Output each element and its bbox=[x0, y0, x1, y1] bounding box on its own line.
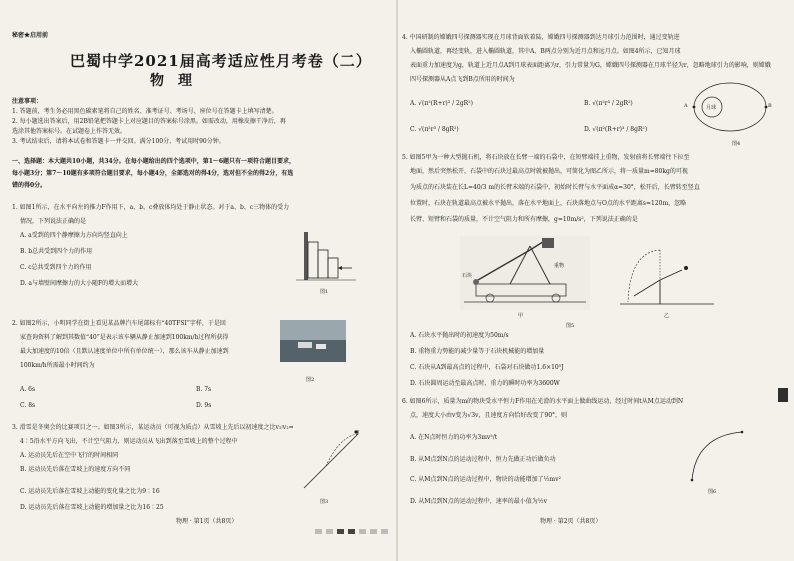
q2-stem-1: 2. 如图2所示，小明同学在街上看见某品牌汽车尾部标有“40TFSI”字样，于是回 bbox=[12, 320, 226, 327]
q2-stem-2: 家查询资料了解到其数值“40”是表示该车辆从静止加速到100km/h过程所获得 bbox=[20, 334, 229, 341]
q2-option-a: A. 6s bbox=[20, 386, 36, 393]
q5-stem-1: 5. 如图5甲为一种大型抛石机，将石块放在长臂一端的石袋中，在短臂端挂上重物，发射前将长臂端往下拉至 bbox=[402, 154, 690, 161]
page-mark bbox=[359, 529, 366, 534]
figure-5-stone-label: 石块 bbox=[462, 273, 473, 279]
footer-right: 物理 · 第2页（共8页） bbox=[540, 518, 602, 525]
q5-stem-2: 地面，然后突然松开，石袋中的石块过最高点时就被抛出，可简化为图乙所示，将一质量m=80kg的可视 bbox=[410, 168, 688, 175]
right-page bbox=[398, 0, 786, 561]
page-mark bbox=[337, 529, 344, 534]
q6-option-b: B. 从M点到N点的运动过程中，恒力先做正功后做负功 bbox=[410, 456, 556, 463]
q3-option-a: A. 运动员先后在空中飞行的时间相同 bbox=[20, 452, 119, 459]
section1-line3: 错的得0分。 bbox=[12, 182, 47, 189]
q2-option-b: B. 7s bbox=[196, 386, 212, 393]
figure-4-point-b: B bbox=[768, 103, 772, 109]
q5-option-a: A. 石块水平抛出时的初速度为50m/s bbox=[410, 332, 509, 339]
q6-option-d: D. 从M点到N点的运动过程中，速率的最小值为½v bbox=[410, 498, 548, 505]
q2-option-d: D. 9s bbox=[196, 402, 212, 409]
figure-5-jia-drawing bbox=[460, 236, 590, 310]
q6-stem-2: 点，速度大小由v变为√3v，且速度方向恰好改变了90°，则 bbox=[410, 412, 568, 419]
side-tab-marker bbox=[778, 388, 788, 402]
figure-4-caption: 图4 bbox=[732, 141, 741, 147]
figure-4-point-a: A bbox=[684, 103, 688, 109]
q6-option-a: A. 在N点时恒力的功率为3mv²/t bbox=[410, 434, 498, 441]
section1-line2: 每小题3分；第7～10题有多项符合题目要求，每小题4分，全部选对的得4分，选对但不全的得2分，有选 bbox=[12, 170, 294, 177]
q2-stem-4: 100km/h所需最小时间约为 bbox=[20, 362, 95, 369]
figure-2-caption: 图2 bbox=[306, 377, 315, 383]
q4-stem-4: 四号探测器从A点飞到B点所用的时间为 bbox=[410, 76, 515, 83]
q5-stem-5: 长臂、短臂和石袋的质量，不计空气阻力和所有摩擦，g=10m/s²，下列说法正确的是 bbox=[410, 216, 638, 223]
figure-5-yi-label: 乙 bbox=[664, 313, 670, 319]
q2-option-c: C. 8s bbox=[20, 402, 36, 409]
footer-left: 物理 · 第1页（共8页） bbox=[176, 518, 238, 525]
q4-option-c: C. √(π²r³ / 8gR²) bbox=[410, 126, 459, 133]
secret-label: 秘密★启用前 bbox=[12, 32, 49, 39]
q4-option-b: B. √(π²r³ / 2gR²) bbox=[584, 100, 633, 107]
figure-3-caption: 图3 bbox=[320, 499, 329, 505]
left-page bbox=[0, 0, 396, 561]
note-2b: 选涂其他答案标号。在试题卷上作答无效。 bbox=[12, 128, 127, 135]
q5-option-b: B. 重物重力势能的减少量等于石块机械能的增加量 bbox=[410, 348, 545, 355]
q1-option-c: C. c总共受到四个力的作用 bbox=[20, 264, 92, 271]
q4-option-a: A. √(π²(R+r)³ / 2gR²) bbox=[410, 100, 473, 107]
q4-stem-3: 表面重力加速度为g，轨道上近月点A到月球表面距离为r，引力常量为G，嫦娥四号探测器在月球半径为r，忽略地球引力的影响，则嫦娥 bbox=[410, 62, 771, 69]
q5-option-d: D. 石块圆周运动至最高点时，重力的瞬时功率为3600W bbox=[410, 380, 560, 387]
figure-5-caption: 图5 bbox=[566, 323, 575, 329]
figure-5-jia-label: 甲 bbox=[518, 313, 524, 319]
page-mark bbox=[348, 529, 355, 534]
q5-stem-3: 为质点的石块装在长L=40/3 m的长臂末端的石袋中，初始时长臂与水平面成α=30°，松开后，长臂转至竖直 bbox=[410, 184, 700, 191]
figure-4-moon-label: 月球 bbox=[706, 105, 717, 111]
page-mark bbox=[315, 529, 322, 534]
q2-stem-3: 最大加速度的10倍（且默认速度单位中所有单位统一），那么该车从静止加速到 bbox=[20, 348, 229, 355]
figure-4 bbox=[690, 80, 776, 136]
page-mark bbox=[381, 529, 388, 534]
note-2a: 2. 每小题选出答案后，用2B铅笔把答题卡上对应题目的答案标号涂黑。如需改动，用橡皮擦干净后，再 bbox=[12, 118, 286, 125]
figure-3 bbox=[300, 426, 360, 492]
q3-option-b: B. 运动员先后落在雪坡上的速度方向不同 bbox=[20, 466, 131, 473]
figure-5-yi-diagram bbox=[620, 240, 716, 308]
q1-stem-2: 情况，下列说法正确的是 bbox=[20, 218, 87, 225]
notes-heading: 注意事项： bbox=[12, 98, 43, 105]
q1-option-b: B. b总共受到四个力的作用 bbox=[20, 248, 93, 255]
q6-stem-1: 6. 如图6所示，质量为m的物块受水平恒力F作用在光滑的水平面上做曲线运动，经过时间t从M点运动到N bbox=[402, 398, 684, 405]
q4-stem-2: 入椭圆轨道，再经变轨，进入椭圆轨道，其中A、B两点分别为近月点和远月点。如图4所示，已知月球 bbox=[410, 48, 681, 55]
q3-stem-1: 3. 滑雪是冬奥会的比赛项目之一。如图3所示，某运动员（可视为质点）从雪坡上先后以初速度之比v₁∶v₂= bbox=[12, 424, 294, 431]
figure-2-photo bbox=[280, 320, 346, 362]
note-3: 3. 考试结束后，请将本试卷和答题卡一并交回。满分100分，考试用时90分钟。 bbox=[12, 138, 225, 145]
note-1: 1. 答题前，考生务必用黑色碳素笔将自己的姓名、准考证号、考场号、座位号在答题卡上填写清楚。 bbox=[12, 108, 278, 115]
q5-stem-4: 位置时，石块在轨道最高点被水平抛出，落在水平地面上，石块落地点与O点的水平距离s=120m，忽略 bbox=[410, 200, 687, 207]
q3-option-d: D. 运动员先后落在雪坡上动能的增加量之比为16∶25 bbox=[20, 504, 164, 511]
q3-option-c: C. 运动员先后落在雪坡上动能的变化量之比为9∶16 bbox=[20, 488, 160, 495]
page-marks bbox=[315, 519, 465, 525]
page-mark bbox=[326, 529, 333, 534]
q5-option-c: C. 石块从A到最高点的过程中，石袋对石块做功1.6×10⁵J bbox=[410, 364, 564, 371]
section1-line1: 一、选择题：本大题共10小题，共34分。在每小题给出的四个选项中，第1～6题只有一项符合题目要求， bbox=[12, 158, 296, 165]
figure-6-caption: 图6 bbox=[708, 489, 717, 495]
q4-option-d: D. √(π²(R+r)³ / 8gR²) bbox=[584, 126, 648, 133]
q1-option-d: D. a与墙壁间摩擦力的大小随F的增大而增大 bbox=[20, 280, 139, 287]
figure-1 bbox=[296, 232, 358, 284]
q4-stem-1: 4. 中国研制的嫦娥四号探测器实现在月球背面软着陆，嫦娥四号探测器到达月球引力范围时，通过变轨进 bbox=[402, 34, 680, 41]
page-title: 巴蜀中学2021届高考适应性月考卷（二） bbox=[70, 52, 372, 70]
subject-title: 物理 bbox=[150, 73, 206, 89]
q1-stem-1: 1. 如图1所示，在水平向左的推力F作用下，a、b、c叠放体均处于静止状态。对于a、b、c三物体的受力 bbox=[12, 204, 290, 211]
q3-stem-2: 4∶5沿水平方向飞出，不计空气阻力，则运动员从飞出到落至雪坡上的整个过程中 bbox=[20, 438, 238, 445]
figure-5-weight-label: 重物 bbox=[554, 263, 565, 269]
figure-1-caption: 图1 bbox=[320, 289, 329, 295]
q6-option-c: C. 从M点到N点的运动过程中，物块的动能增加了½mv² bbox=[410, 476, 561, 483]
figure-6 bbox=[688, 426, 748, 482]
page-mark bbox=[370, 529, 377, 534]
q1-option-a: A. a受到的四个静摩擦力方向均竖直向上 bbox=[20, 232, 128, 239]
